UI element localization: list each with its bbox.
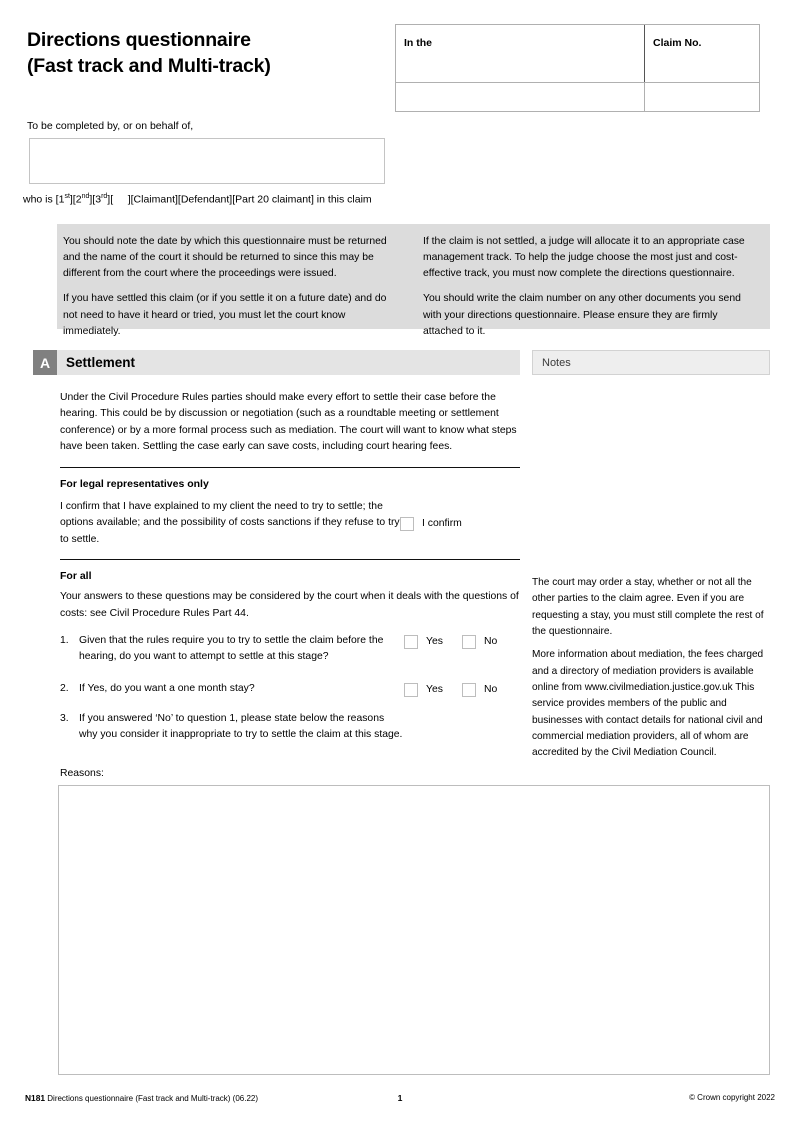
question-row [60, 633, 520, 665]
claim-details-table [395, 24, 760, 112]
q2-yes-checkbox[interactable] [404, 683, 418, 697]
notes-column-heading: Notes [532, 350, 770, 375]
confirm-checkbox-group[interactable] [400, 499, 462, 548]
reasons-label: Reasons: [60, 768, 104, 779]
q2-no-label: No [484, 684, 498, 696]
notice-right-para-2: You should write the claim number on any other documents you send with your directions questionnaire. Please ensure they are firmly attached to it. [423, 293, 741, 337]
question-text: Given that the rules require you to try to settle the claim before the hearing, do you want to attempt to settle at this stage? [79, 634, 384, 663]
notice-right-column [413, 224, 769, 337]
divider-1 [60, 467, 520, 468]
notice-band [57, 224, 770, 337]
party-name-input[interactable] [29, 138, 385, 184]
question-row [60, 711, 520, 743]
reasons-textarea[interactable] [58, 785, 770, 1075]
footer-page-number: 1 [397, 1093, 403, 1103]
question-number: 2. [60, 683, 69, 695]
notice-right-para-1: If the claim is not settled, a judge will allocate it to an appropriate case management track. To help the judge choose the most just and cost-effective track, you must now complete the directions questionnaire. [423, 236, 745, 280]
title-line-2: (Fast track and Multi-track) [27, 54, 271, 77]
notice-left-column [57, 224, 413, 337]
who-is-line [23, 193, 372, 206]
who-is-mid-2: ][3 [89, 193, 102, 206]
who-is-suffix: ][ ][Claimant][Defendant][Part 20 claimant] in this claim [107, 193, 372, 206]
question-row [60, 681, 520, 697]
notice-left-para-2: If you have settled this claim (or if you settle it on a future date) and do not need to have it heard or tried, you must let the court know immediately. [63, 293, 387, 337]
confirm-checkbox-label: I confirm [422, 517, 462, 529]
section-a-badge: A [33, 350, 57, 375]
claim-table-row2-right[interactable] [645, 83, 759, 111]
who-is-mid-1: ][2 [69, 193, 82, 206]
divider-2 [60, 559, 520, 560]
for-all-text: Your answers to these questions may be considered by the court when it deals with the questions of costs: see Civil Procedure Rules Part 44. [60, 591, 519, 619]
legal-confirm-row [60, 499, 520, 548]
confirm-checkbox[interactable] [400, 517, 414, 531]
question-options [404, 681, 520, 697]
ordinal-2nd: nd [81, 193, 90, 200]
legal-confirm-text: I confirm that I have explained to my client the need to try to settle; the options available; and the possibility of costs sanctions if they refuse to try to settle. [60, 500, 400, 545]
claim-no-cell[interactable] [645, 25, 759, 82]
question-text: If you answered ‘No’ to question 1, please state below the reasons why you consider it inappropriate to try to settle the claim at this stage. [79, 713, 403, 741]
question-number: 3. [60, 713, 69, 725]
claim-table-row2-left[interactable] [396, 83, 645, 111]
question-options [404, 633, 520, 649]
section-a-intro: Under the Civil Procedure Rules parties should make every effort to settle their case before the hearing. This could be by discussion or negotiation (such as a roundtable meeting or settlement conference) or by a more formal process such as mediation. The court will want to know what steps have been taken. Settling the case early can save costs, including court hearing fees. [60, 392, 517, 453]
question-text: If Yes, do you want a one month stay? [79, 683, 255, 695]
notes-sidebar [532, 575, 772, 769]
page-title [27, 28, 387, 80]
claim-no-label: Claim No. [653, 37, 702, 49]
q1-yes-label: Yes [426, 635, 443, 647]
footer-copyright: © Crown copyright 2022 [689, 1093, 775, 1102]
in-the-label: In the [404, 37, 432, 49]
q2-yes-label: Yes [426, 684, 443, 696]
legal-representatives-heading: For legal representatives only [60, 477, 209, 490]
ordinal-3rd: rd [101, 193, 108, 200]
q2-no-checkbox[interactable] [462, 683, 476, 697]
in-the-cell[interactable] [396, 25, 645, 82]
q1-yes-checkbox[interactable] [404, 635, 418, 649]
for-all-heading: For all [60, 570, 92, 583]
q1-no-label: No [484, 635, 498, 647]
title-line-1: Directions questionnaire [27, 29, 251, 51]
option-yes[interactable] [404, 683, 462, 697]
footer-form-text: Directions questionnaire (Fast track and Multi-track) (06.22) [47, 1094, 259, 1103]
notes-para-2: More information about mediation, the fees charged and a directory of mediation providers is available online from www.civilmediation.justice.gov.uk This service provides members of the public and businesses with contact details for national civil and commercial mediation providers, all of whom are accredited by the Civil Mediation Council. [532, 649, 764, 759]
claim-table-second-row [396, 82, 759, 111]
to-be-completed-label: To be completed by, or on behalf of, [27, 120, 194, 132]
notice-left-para-1: You should note the date by which this questionnaire must be returned and the name of the court it should be returned to since this may be different from the court where the proceedings were issued. [63, 236, 387, 280]
section-a-heading: Settlement [57, 350, 520, 375]
option-yes[interactable] [404, 635, 462, 649]
who-is-prefix: who is [1 [23, 193, 65, 206]
ordinal-1st: st [64, 193, 70, 200]
claim-table-header-row [396, 25, 759, 82]
footer-form-code: N181 [25, 1093, 46, 1103]
q1-no-checkbox[interactable] [462, 635, 476, 649]
section-a-body [60, 390, 520, 744]
question-number: 1. [60, 634, 69, 646]
option-no[interactable] [462, 683, 520, 697]
option-no[interactable] [462, 635, 520, 649]
notes-para-1: The court may order a stay, whether or not all the other parties to the claim agree. Even if you are requesting a stay, you must still complete the rest of the questionnaire. [532, 577, 764, 638]
